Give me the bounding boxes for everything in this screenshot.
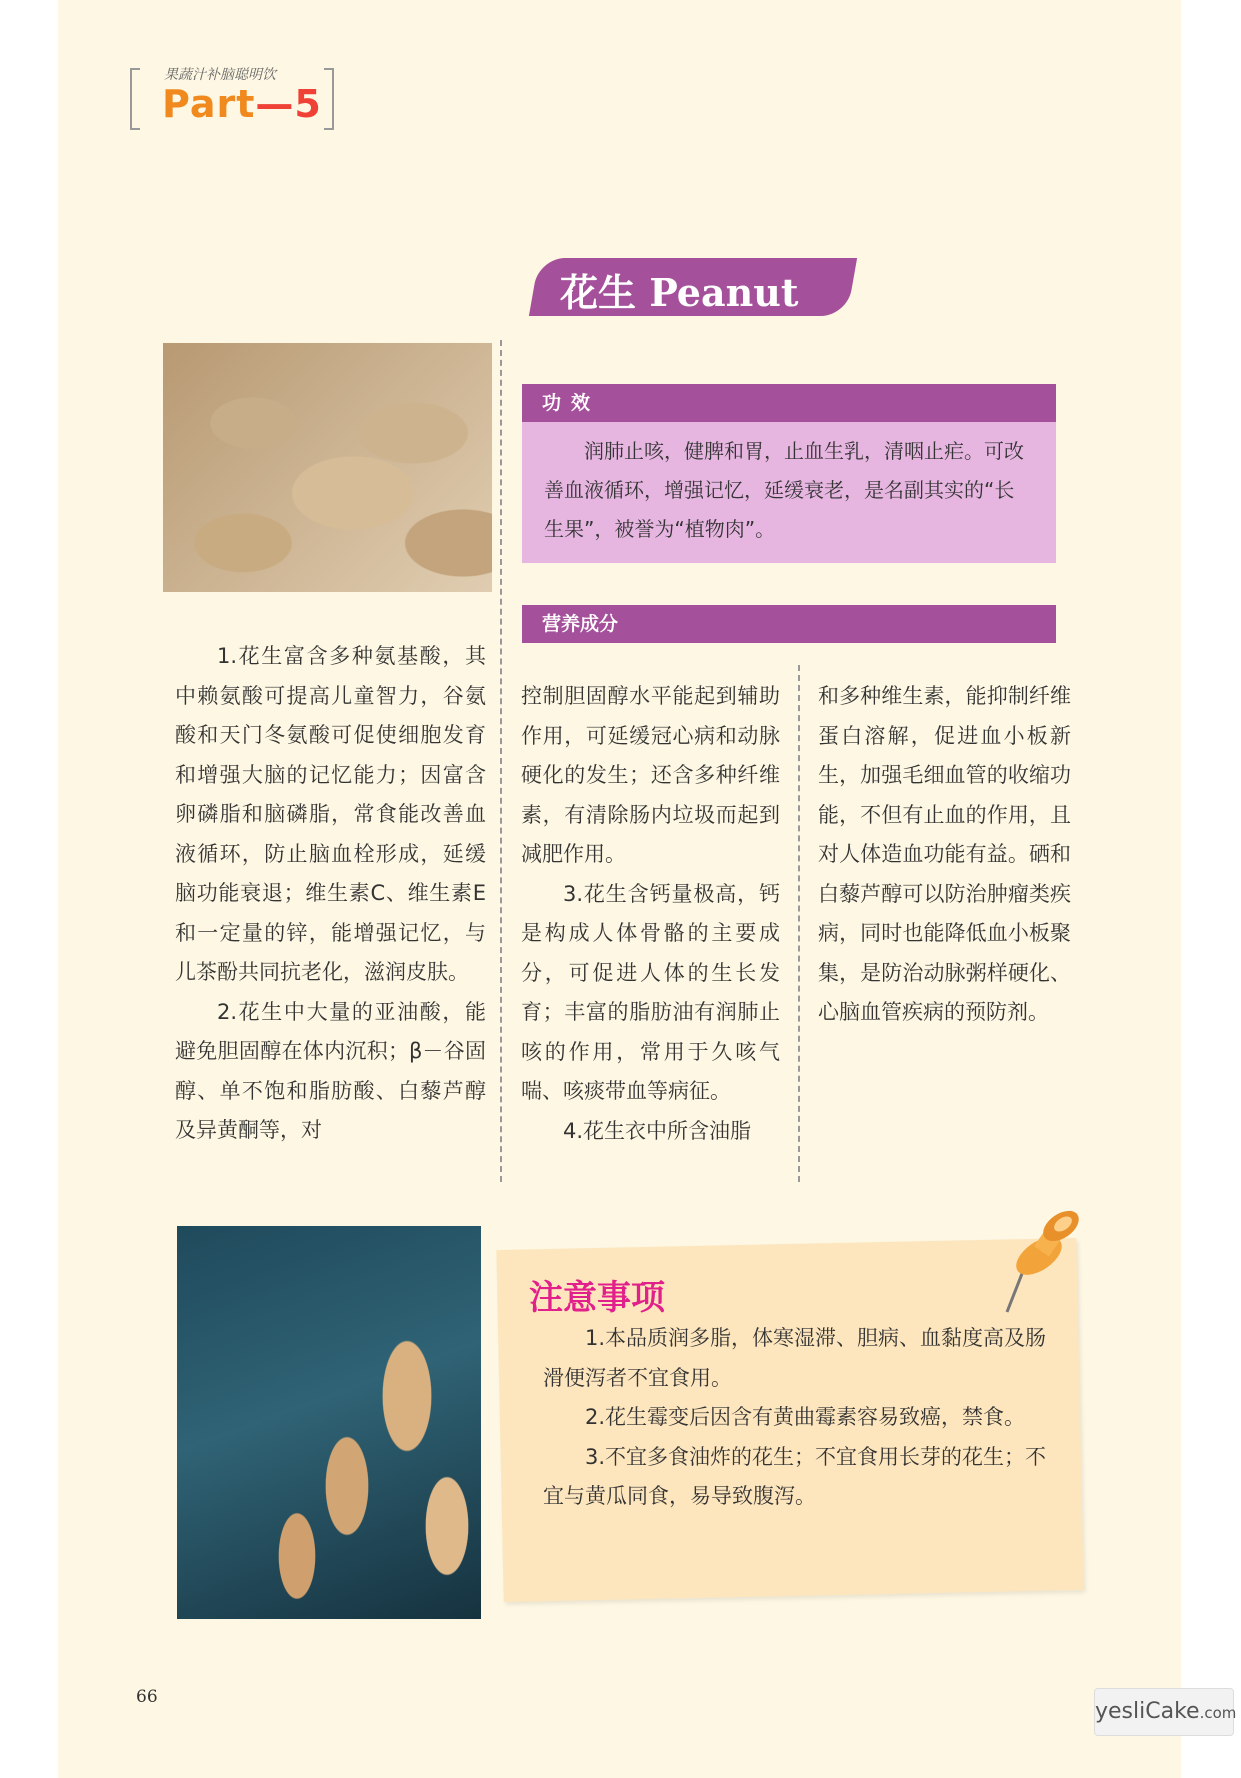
nutrition-column-1 bbox=[175, 637, 486, 1151]
badge-left-bracket bbox=[130, 68, 140, 130]
watermark-suffix: .com bbox=[1199, 1704, 1237, 1722]
watermark bbox=[1094, 1688, 1237, 1736]
badge-subtitle: 果蔬汁补脑聪明饮 bbox=[164, 67, 276, 83]
column-divider bbox=[798, 665, 800, 1182]
paragraph: 4.花生衣中所含油脂 bbox=[563, 1118, 752, 1143]
effect-paragraph: 润肺止咳，健脾和胃，止血生乳，清咽止疟。可改善血液循环，增强记忆，延缓衰老，是名副其实的“长生果”，被誉为“植物肉”。 bbox=[544, 439, 1024, 541]
paragraph: 和多种维生素，能抑制纤维蛋白溶解，促进血小板新生，加强毛细血管的收缩功能，不但有止血的作用，且对人体造血功能有益。硒和白藜芦醇可以防治肿瘤类疾病，同时也能降低血小板聚集，是防治动脉粥样硬化、心脑血管疾病的预防剂。 bbox=[818, 684, 1071, 1024]
nutrition-column-3 bbox=[818, 677, 1071, 1033]
peanut-plant-photo bbox=[177, 1226, 481, 1619]
notice-item: 1.本品质润多脂，体寒湿滞、胆病、血黏度高及肠滑便泻者不宜食用。 bbox=[543, 1326, 1047, 1390]
page-number: 66 bbox=[136, 1687, 158, 1707]
part-badge bbox=[130, 64, 334, 128]
nutrition-column-2 bbox=[521, 677, 780, 1151]
nutrition-heading: 营养成分 bbox=[522, 605, 1056, 643]
peanuts-photo bbox=[163, 343, 492, 592]
notice-title: 注意事项 bbox=[529, 1278, 665, 1318]
notice-item: 2.花生霉变后因含有黄曲霉素容易致癌，禁食。 bbox=[585, 1405, 1026, 1429]
badge-right-bracket bbox=[324, 68, 334, 130]
notice-body bbox=[543, 1319, 1048, 1517]
effect-heading: 功效 bbox=[522, 384, 1056, 422]
paragraph: 1.花生富含多种氨基酸，其中赖氨酸可提高儿童智力，谷氨酸和天门冬氨酸可促使细胞发育和增强大脑的记忆能力；因富含卵磷脂和脑磷脂，常食能改善血液循环，防止脑血栓形成，延缓脑功能衰退；维生素C、维生素E和一定量的锌，能增强记忆，与儿茶酚共同抗老化，滋润皮肤。 bbox=[175, 644, 486, 984]
part-prefix: Part bbox=[162, 82, 256, 126]
column-divider bbox=[500, 340, 502, 1182]
page-title: 花生 Peanut bbox=[560, 270, 799, 315]
paragraph: 3.花生含钙量极高，钙是构成人体骨骼的主要成分，可促进人体的生长发育；丰富的脂肪油有润肺止咳的作用，常用于久咳气喘、咳痰带血等病征。 bbox=[521, 881, 780, 1103]
paragraph: 控制胆固醇水平能起到辅助作用，可延缓冠心病和动脉硬化的发生；还含多种纤维素，有清除肠内垃圾而起到减肥作用。 bbox=[521, 684, 780, 866]
watermark-main: yesliCake bbox=[1095, 1699, 1200, 1724]
push-pin-icon bbox=[1003, 1206, 1083, 1316]
part-number: —5 bbox=[255, 82, 322, 126]
badge-part-label bbox=[162, 82, 322, 126]
paragraph: 2.花生中大量的亚油酸，能避免胆固醇在体内沉积；β－谷固醇、单不饱和脂肪酸、白藜芦醇及异黄酮等，对 bbox=[175, 999, 486, 1142]
effect-text bbox=[522, 422, 1056, 563]
notice-item: 3.不宜多食油炸的花生；不宜食用长芽的花生；不宜与黄瓜同食，易导致腹泻。 bbox=[543, 1444, 1047, 1508]
